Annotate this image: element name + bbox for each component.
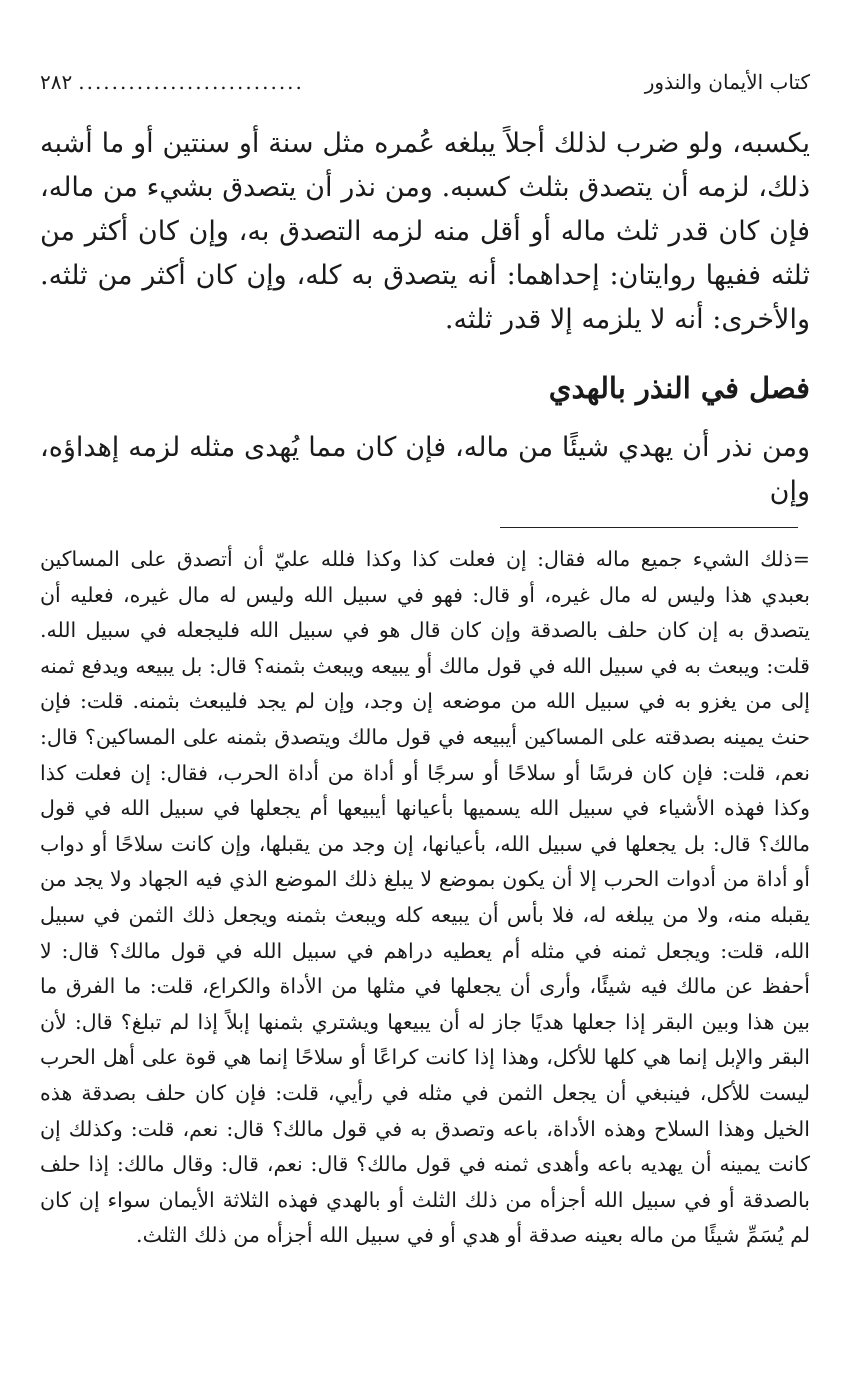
book-title: كتاب الأيمان والنذور — [644, 70, 810, 94]
footnote-text: =ذلك الشيء جميع ماله فقال: إن فعلت كذا وكذا فلله عليّ أن أتصدق على المساكين بعبدي هذا وليس له مال غيره، أو قال: فهو في سبيل الله وليس له مال غيره، فعليه أن يتصدق به إن كان حلف بالصدقة وإن كان قال هو في سبيل الله فليجعله في سبيل الله. قلت: ويبعث به في سبيل الله في قول مالك أو يبيعه ويبعث بثمنه؟ قال: بل يبيعه ويدفع ثمنه إلى من يغزو به في سبيل الله من موضعه إن وجد، وإن لم يجد فليبعث بثمنه. قلت: فإن حنث يمينه بصدقته على المساكين أيبيعه في قول مالك ويتصدق بثمنه على المساكين؟ قال: نعم، قلت: فإن كان فرسًا أو سلاحًا أو سرجًا أو أداة من أداة الحرب، فقال: إن فعلت كذا وكذا فهذه الأشياء في سبيل الله يسميها بأعيانها أيبيعها أم يجعلها في سبيل الله في قول مالك؟ قال: بل يجعلها في سبيل الله، بأعيانها، إن وجد من يقبلها، وإن كانت سلاحًا أو دواب أو أداة من أدوات الحرب إلا أن يكون بموضع لا يبلغ ذلك الموضع الذي فيه الجهاد ولا يجد من يقبله منه، ولا من يبلغه له، فلا بأس أن يبيعه كله ويبعث بثمنه ويجعل ذلك الثمن في سبيل الله، قلت: ويجعل ثمنه في مثله أم يعطيه دراهم في سبيل الله في قول مالك؟ قال: لا أحفظ عن مالك فيه شيئًا، وأرى أن يجعلها في مثلها من الأداة والكراع، قلت: ما الفرق ما بين هذا وبين البقر إذا جعلها هديًا جاز له أن يبيعها ويشتري بثمنها إبلاً إذا لم تبلغ؟ قال: لأن البقر والإبل إنما هي كلها للأكل، وهذا إذا كانت كراعًا أو سلاحًا إنما هي قوة على أهل الحرب ليست للأكل، فينبغي أن يجعل الثمن في مثله في رأيي، قلت: فإن كان حلف بصدقة هذه الخيل وهذا السلاح وهذه الأداة، باعه وتصدق به في قول مالك؟ قال: نعم، قلت: وكذلك إن كانت يمينه أن يهديه باعه وأهدى ثمنه في قول مالك؟ قال: نعم، قال: وقال مالك: إذا حلف بالصدقة أو في سبيل الله أجزأه من ذلك الثلث أو بالهدي فهذه الثلاثة الأيمان سواء إن كان لم يُسَمِّ شيئًا من ماله بعينه صدقة أو هدي أو في سبيل الله أجزأه من ذلك الثلث. — [40, 547, 810, 1248]
main-paragraph-1: يكسبه، ولو ضرب لذلك أجلاً يبلغه عُمره مثل سنة أو سنتين أو ما أشبه ذلك، لزمه أن يتصدق بثلث كسبه. ومن نذر أن يتصدق بشيء من ماله، فإن كان قدر ثلث ماله أو أقل منه لزمه التصدق به، وإن كان أكثر من ثلثه ففيها روايتان: إحداهما: أنه يتصدق به كله، وإن كان أكثر من ثلثه. والأخرى: أنه لا يلزمه إلا قدر ثلثه. — [40, 128, 810, 335]
page — [40, 62, 810, 514]
footnote — [40, 542, 810, 1254]
main-text — [40, 122, 810, 514]
footnote-separator — [500, 527, 798, 528]
main-paragraph-2: ومن نذر أن يهدي شيئًا من ماله، فإن كان مما يُهدى مثله لزمه إهداؤه، وإن — [40, 432, 810, 507]
section-heading: فصل في النذر بالهدي — [548, 371, 810, 405]
running-header — [40, 62, 810, 102]
page-number: ٢٨٢ — [40, 70, 73, 94]
leader-dots: ........................... — [78, 70, 304, 94]
